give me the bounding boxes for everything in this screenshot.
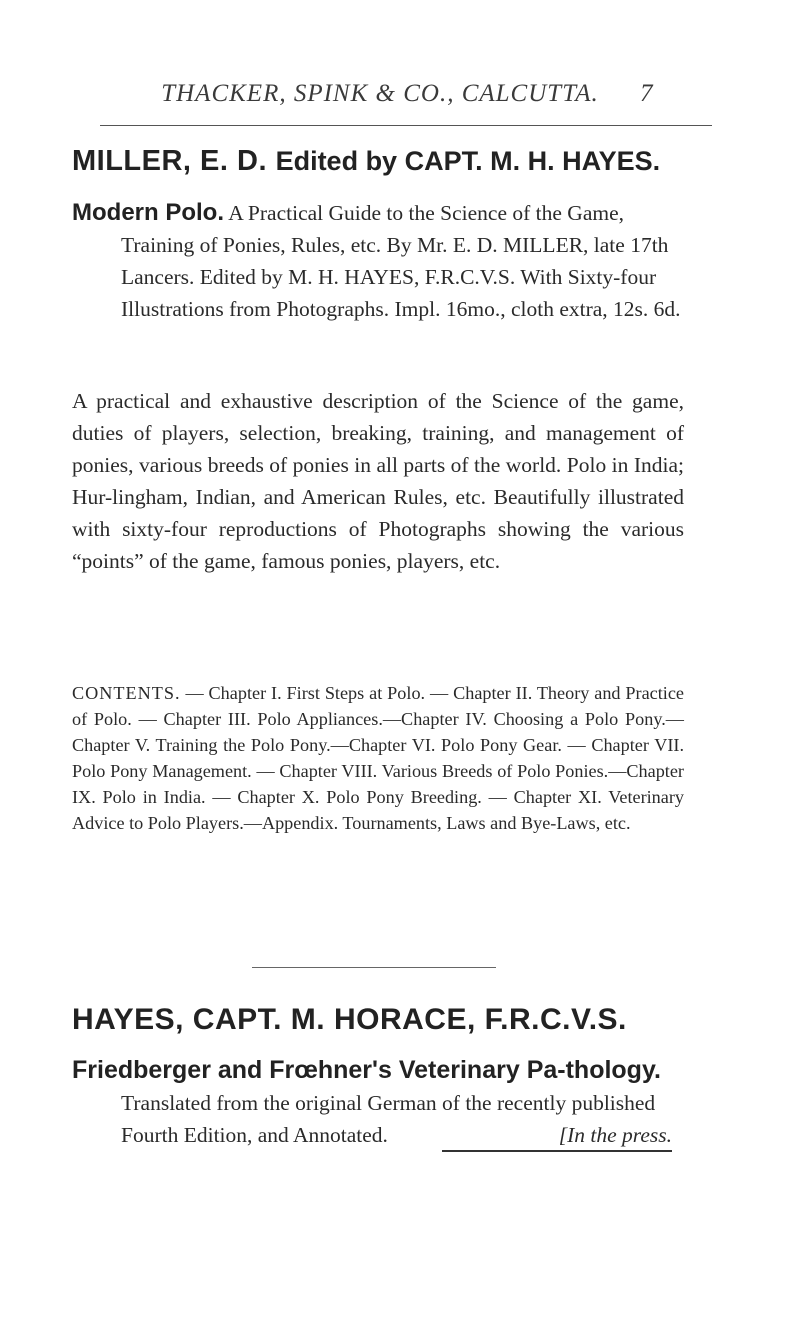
author-heading-miller: [72, 145, 660, 178]
press-note: [In the press.: [558, 1123, 672, 1147]
contents-paragraph: [72, 680, 684, 836]
book-details: A Practical Guide to the Science of the Game, Training of Ponies, Rules, etc. By Mr. E. D. MILLER, late 17th Lancers. Edited by M. H. HAYES, F.R.C.V.S. With Sixty-four Illustrations from Photographs. Impl. 16mo., cloth extra, 12s. 6d.: [121, 201, 681, 321]
author-heading-hayes: [72, 1003, 627, 1037]
page-number: 7: [640, 80, 653, 107]
book-title: Friedberger and Frœhner's Veterinary Pa-thology.: [72, 1056, 661, 1084]
contents-text: — Chapter I. First Steps at Polo. — Chapter II. Theory and Practice of Polo. — Chapter III. Polo Appliances.—Chapter IV. Choosing a Polo Pony.— Chapter V. Training the Polo Pony.—Chapter VI. Polo Pony Gear. — Chapter VII. Polo Pony Management. — Chapter VIII. Various Breeds of Polo Ponies.—Chapter IX. Polo in India. — Chapter X. Polo Pony Breeding. — Chapter XI. Veterinary Advice to Polo Players.—Appendix. Tournaments, Laws and Bye-Laws, etc.: [72, 683, 684, 833]
edition-underline: [442, 1150, 672, 1152]
editor-credit: Edited by CAPT. M. H. HAYES.: [275, 146, 661, 176]
section-divider: [252, 967, 496, 968]
book-details: Translated from the original German of the recently published Fourth Edition, and Annotated.: [121, 1091, 656, 1147]
header-rule: [100, 125, 712, 126]
book-title: Modern Polo.: [72, 199, 224, 226]
book-entry-modern-polo: [72, 197, 684, 325]
author-name: HAYES, CAPT. M. HORACE, F.R.C.V.S.: [72, 1003, 627, 1036]
author-name: MILLER, E. D.: [72, 145, 267, 177]
book-description: A practical and exhaustive description of the Science of the game, duties of players, selection, breaking, training, and management of ponies, various breeds of ponies in all parts of the world. Polo in India; Hur-lingham, Indian, and American Rules, etc. Beautifully illustrated with sixty-four reproductions of Photographs showing the various “points” of the game, famous ponies, players, etc.: [72, 389, 684, 573]
running-head: THACKER, SPINK & CO., CALCUTTA.: [161, 80, 599, 107]
book-entry-veterinary-pathology: [72, 1054, 684, 1151]
contents-label: CONTENTS.: [72, 683, 181, 703]
